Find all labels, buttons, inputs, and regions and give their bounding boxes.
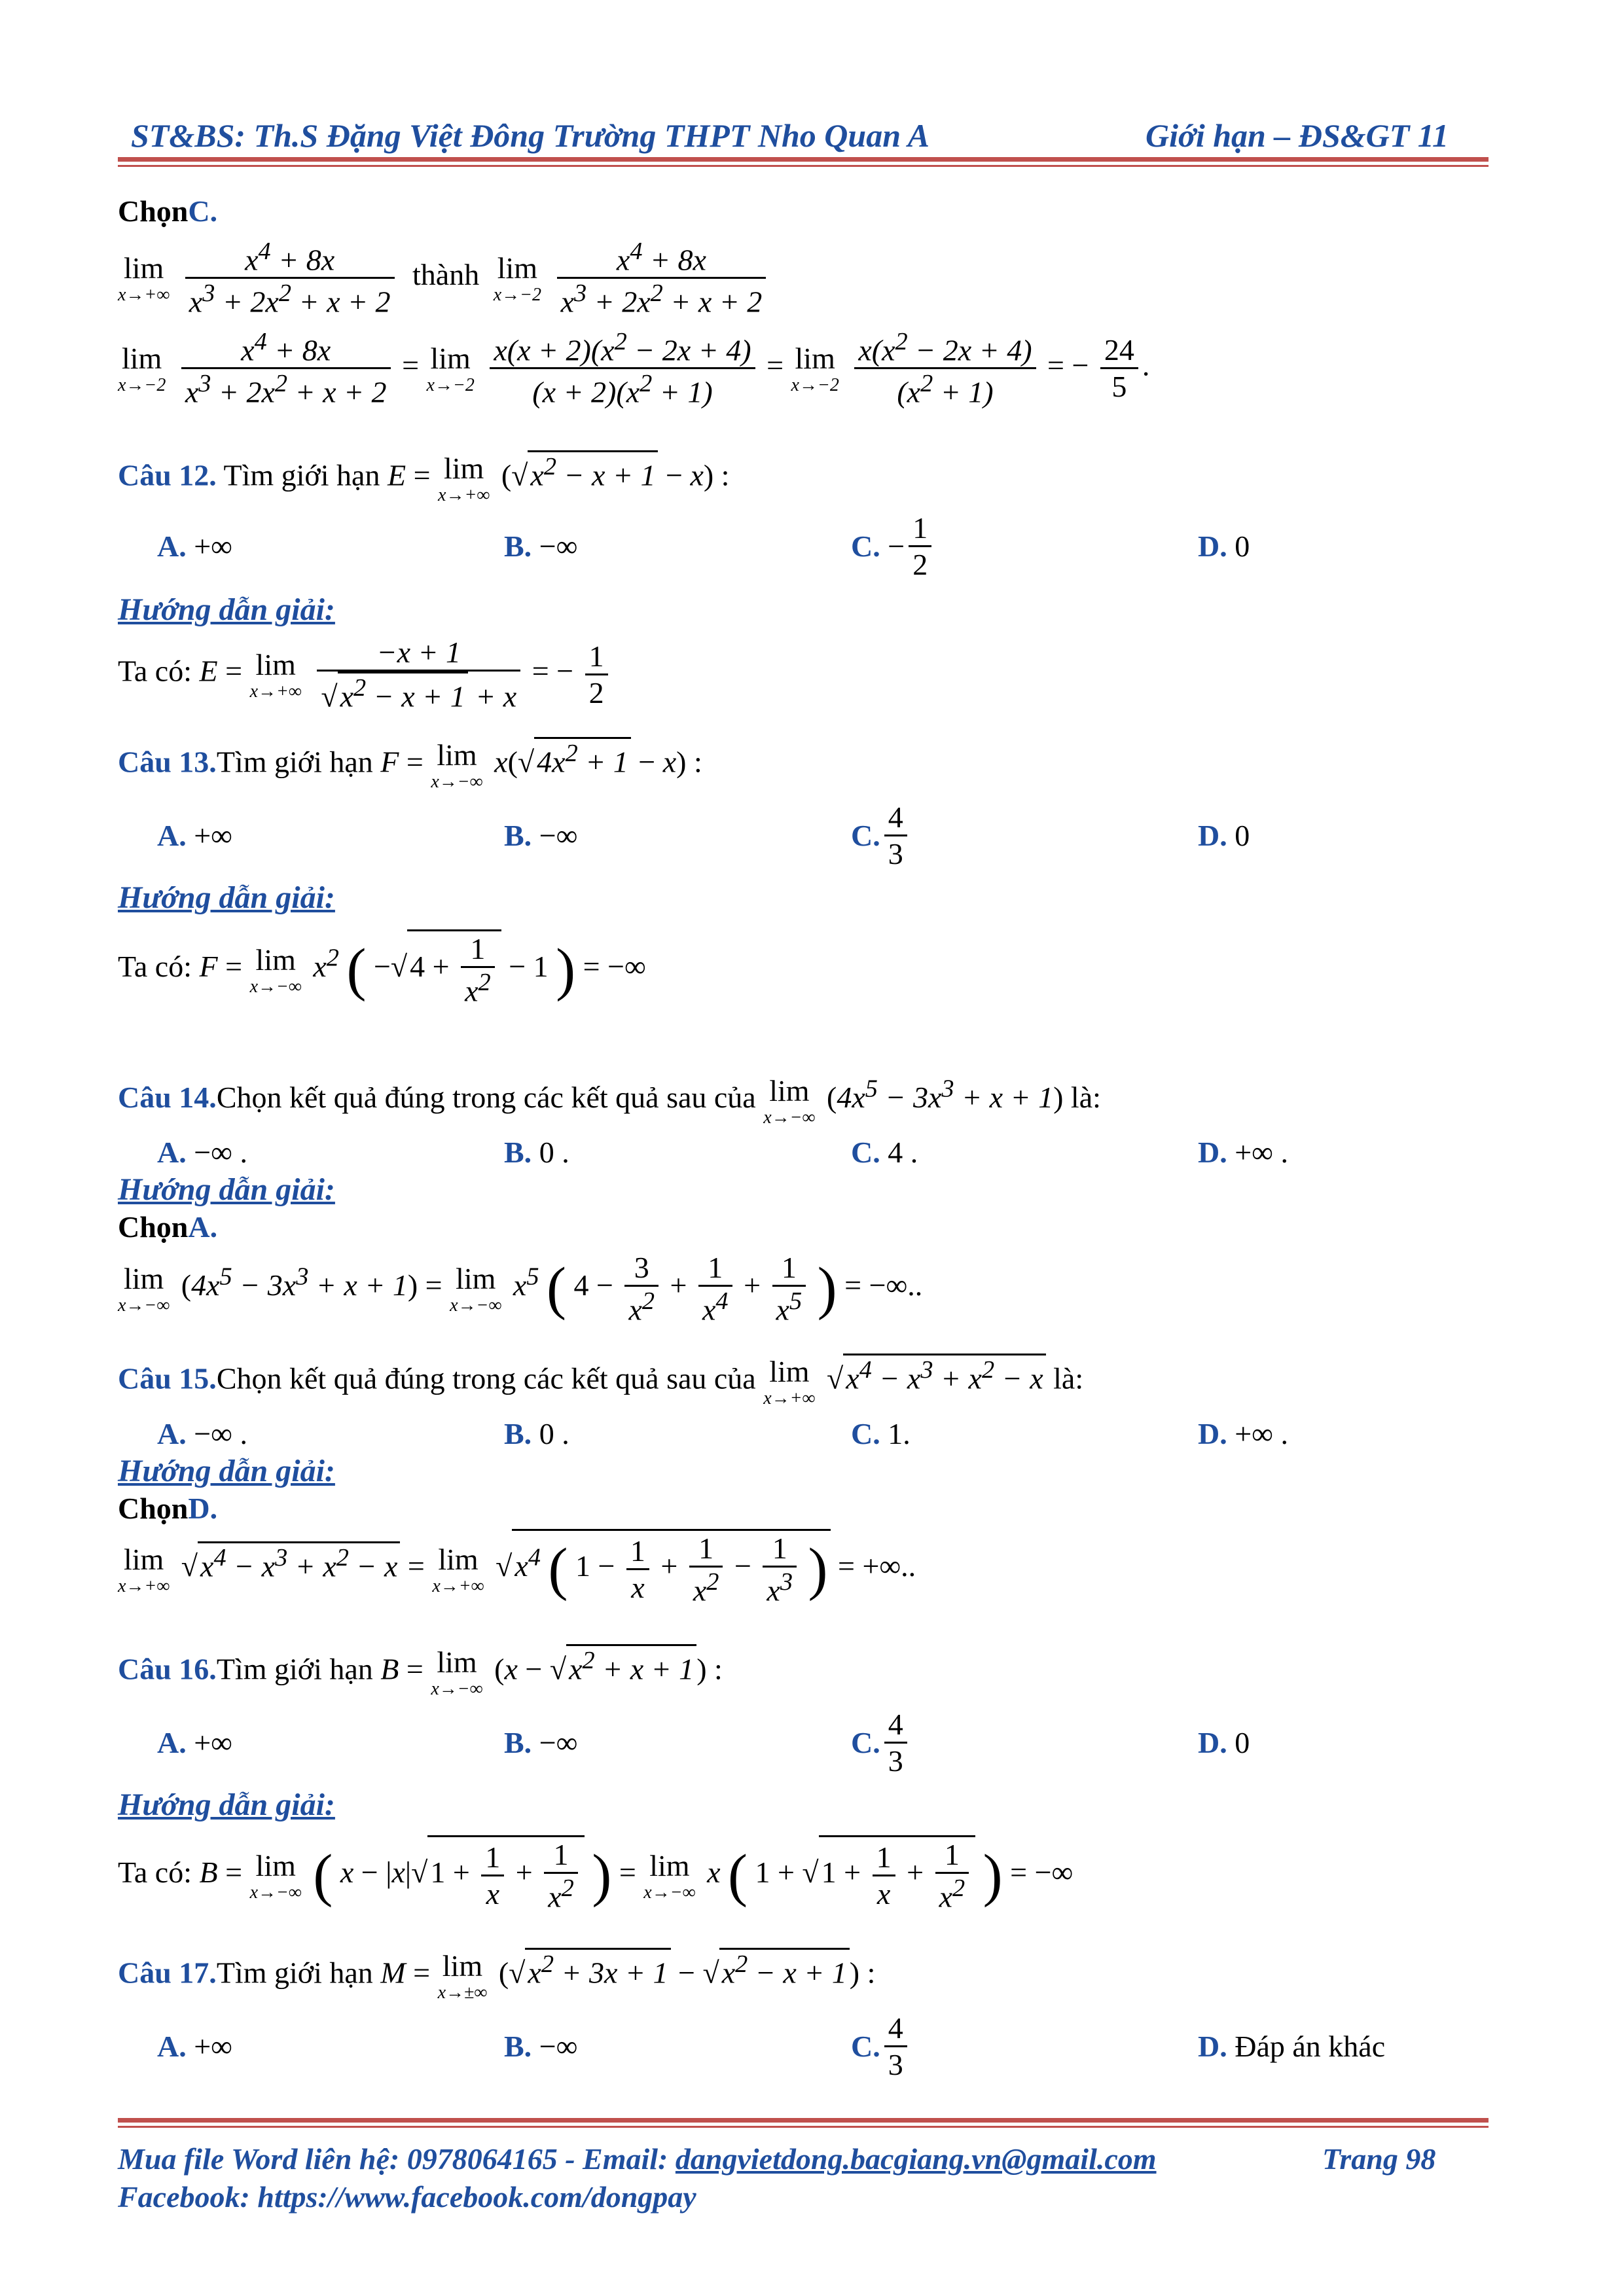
q13-guide-heading: Hướng dẫn giải: bbox=[118, 880, 335, 915]
question-17: Câu 17.Tìm giới hạn M = lim x→±∞ $(√x^2 + 3x + 1 - √x^2 - x + 1)$ : bbox=[118, 1948, 875, 2003]
q17-option-a[interactable]: A. +∞ bbox=[157, 2030, 232, 2063]
q12-option-b[interactable]: B. −∞ bbox=[504, 529, 578, 563]
q14-answer-choice: ChọnA. bbox=[118, 1210, 218, 1244]
answer-choice: ChọnC. bbox=[118, 194, 218, 228]
q16-option-c[interactable]: C. $\frac{4}{3}$ bbox=[851, 1707, 911, 1778]
q13-solution: Ta có: F = lim x→−∞ $x^2$ ( −√4 + $\frac{1}{x^2}$ − 1 ) = −∞ bbox=[118, 929, 646, 1008]
q13-option-a[interactable]: A. +∞ bbox=[157, 819, 232, 852]
q14-option-d[interactable]: D. +∞ . bbox=[1198, 1136, 1288, 1169]
footer-rule-thin bbox=[118, 2126, 1489, 2128]
q12-solution: Ta có: E = lim x→+∞ $\frac{-x + 1}{√x^2 - x + 1 + x}$ = − $\frac{1}{2}$ bbox=[118, 635, 612, 713]
q12-option-a[interactable]: A. +∞ bbox=[157, 529, 232, 563]
question-13: Câu 13.Tìm giới hạn F = lim x→−∞ $x(√4x^2 + 1 - x)$ : bbox=[118, 737, 702, 792]
q12-option-c[interactable]: C. − $\frac{1}{2}$ bbox=[851, 511, 935, 582]
header-rule-thin bbox=[118, 165, 1489, 167]
q14-option-c[interactable]: C. 4 . bbox=[851, 1136, 918, 1169]
footer-email-link[interactable]: dangvietdong.bacgiang.vn@gmail.com bbox=[675, 2142, 1157, 2176]
footer-contact: Mua file Word liên hệ: 0978064165 - Email: dangvietdong.bacgiang.vn@gmail.com bbox=[118, 2142, 1157, 2176]
q16-guide-heading: Hướng dẫn giải: bbox=[118, 1787, 335, 1822]
q15-option-c[interactable]: C. 1. bbox=[851, 1417, 911, 1450]
footer-page-number: Trang 98 bbox=[1322, 2142, 1436, 2176]
q15-option-d[interactable]: D. +∞ . bbox=[1198, 1417, 1288, 1450]
q15-option-b[interactable]: B. 0 . bbox=[504, 1417, 569, 1450]
q12-option-d[interactable]: D. 0 bbox=[1198, 529, 1250, 563]
footer-facebook[interactable]: Facebook: https://www.facebook.com/dongpay bbox=[118, 2180, 696, 2214]
q12-guide-heading: Hướng dẫn giải: bbox=[118, 592, 335, 627]
footer-rule bbox=[118, 2118, 1489, 2123]
q13-option-b[interactable]: B. −∞ bbox=[504, 819, 578, 852]
q15-solution: lim x→+∞ $√x^4 - x^3 + x^2 - x$ = lim x→+∞ $√x^4$ ( 1 − $\frac{1}{x}$ + $\frac{1}{x^2}$ − $\frac{1}{x^3}$ ) = +∞.. bbox=[118, 1529, 916, 1607]
math-computation-line: lim x→−2 $\frac{x^4 + 8x}{x^3 + 2x^2 + x + 2}$ = lim x→−2 $\frac{x(x + 2)(x^2 - 2x + 4)}{(x + 2)(x^2 + 1)}$ = lim x→−2 $\frac{x(x^2 - 2x + 4)}{(x^2 + 1)}$ = − $\frac{24}{5}$ . bbox=[118, 328, 1150, 409]
question-15: Câu 15.Chọn kết quả đúng trong các kết quả sau của lim x→+∞ $√x^4 - x^3 + x^2 - x$ là: bbox=[118, 1354, 1083, 1408]
q13-option-d[interactable]: D. 0 bbox=[1198, 819, 1250, 852]
q14-guide-heading: Hướng dẫn giải: bbox=[118, 1172, 335, 1207]
q16-solution: Ta có: B = lim x→−∞ ( x − |x|√1 + $\frac{1}{x}$ + $\frac{1}{x^2}$ ) = lim x→−∞ x ( 1 + √1 + $\frac{1}{x}$ + $\frac{1}{x^2}$ ) = −∞ bbox=[118, 1835, 1073, 1914]
question-12: Câu 12. Tìm giới hạn E = lim x→+∞ $(√x^2 - x + 1 - x)$ : bbox=[118, 450, 729, 505]
header-rule bbox=[118, 157, 1489, 162]
q14-solution: lim x→−∞ $(4x^5 - 3x^3 + x + 1)$ = lim x→−∞ $x^5$ ( 4 − $\frac{3}{x^2}$ + $\frac{1}{x^4}$ + $\frac{1}{x^5}$ ) = −∞.. bbox=[118, 1251, 923, 1327]
math-transform-line: lim x→+∞ $\frac{x^4 + 8x}{x^3 + 2x^2 + x + 2}$ thành lim x→−2 $\frac{x^4 + 8x}{x^3 + 2x^2 + x + 2}$ bbox=[118, 237, 770, 319]
header-right: Giới hạn – ĐS&GT 11 bbox=[1146, 117, 1449, 154]
q17-option-c[interactable]: C. $\frac{4}{3}$ bbox=[851, 2011, 911, 2082]
question-16: Câu 16.Tìm giới hạn B = lim x→−∞ $(x - √x^2 + x + 1)$ : bbox=[118, 1644, 723, 1699]
q16-option-b[interactable]: B. −∞ bbox=[504, 1726, 578, 1759]
q17-option-b[interactable]: B. −∞ bbox=[504, 2030, 578, 2063]
q15-option-a[interactable]: A. −∞ . bbox=[157, 1417, 247, 1450]
q17-option-d[interactable]: D. Đáp án khác bbox=[1198, 2030, 1386, 2063]
q15-guide-heading: Hướng dẫn giải: bbox=[118, 1454, 335, 1488]
q14-option-b[interactable]: B. 0 . bbox=[504, 1136, 569, 1169]
q13-option-c[interactable]: C. $\frac{4}{3}$ bbox=[851, 800, 911, 871]
q14-option-a[interactable]: A. −∞ . bbox=[157, 1136, 247, 1169]
header-left: ST&BS: Th.S Đặng Việt Đông Trường THPT Nho Quan A bbox=[131, 117, 929, 154]
q15-answer-choice: ChọnD. bbox=[118, 1492, 218, 1525]
q16-option-d[interactable]: D. 0 bbox=[1198, 1726, 1250, 1759]
question-14: Câu 14.Chọn kết quả đúng trong các kết quả sau của lim x→−∞ $(4x^5 - 3x^3 + x + 1)$ là: bbox=[118, 1074, 1101, 1128]
q16-option-a[interactable]: A. +∞ bbox=[157, 1726, 232, 1759]
